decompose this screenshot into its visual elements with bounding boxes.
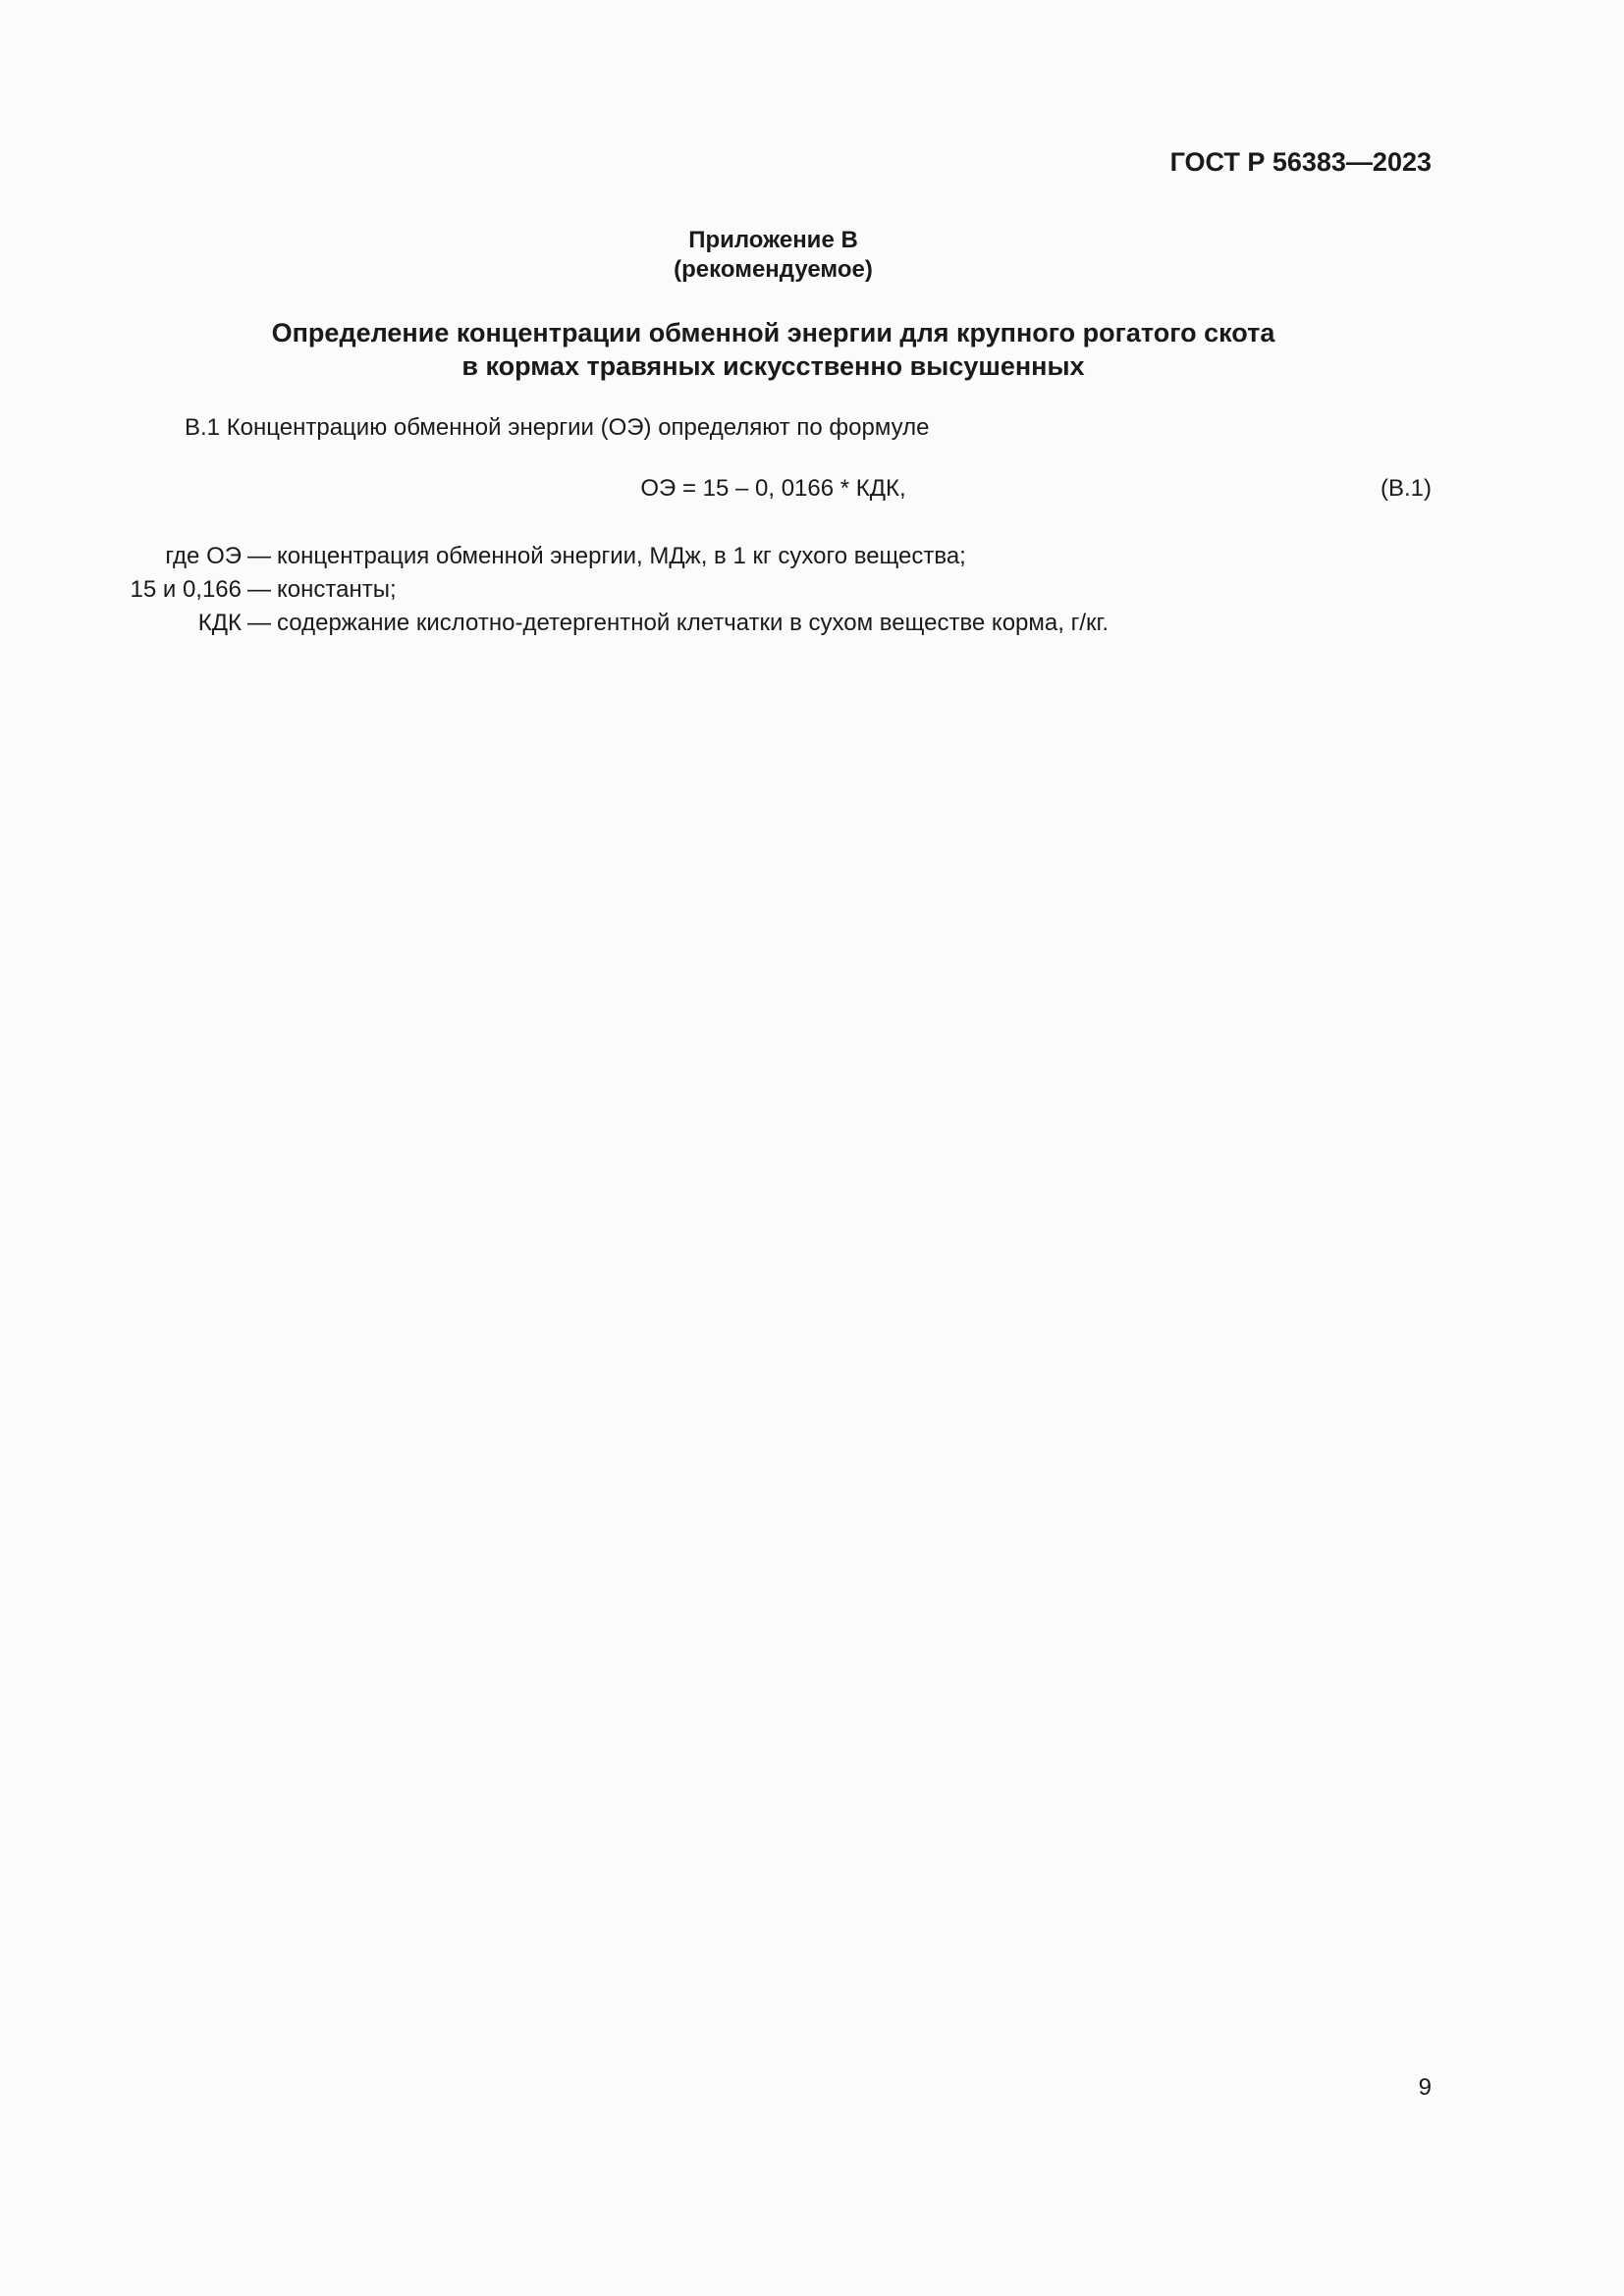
legend-description: константы; — [277, 576, 397, 603]
legend-symbol: КДК — [197, 610, 242, 636]
legend-item — [0, 607, 1109, 640]
appendix-status: (рекомендуемое) — [674, 256, 873, 283]
section-heading-line-1: Определение концентрации обменной энергии для крупного рогатого скота — [271, 318, 1275, 347]
clause-text: В.1 Концентрацию обменной энергии (ОЭ) определяют по формуле — [185, 414, 930, 441]
page-number: 9 — [1418, 2074, 1432, 2101]
legend-dash: — — [247, 610, 271, 636]
section-heading-line-2: в кормах травяных искусственно высушенных — [461, 351, 1085, 381]
legend-item — [0, 540, 966, 573]
legend-dash: — — [247, 543, 271, 569]
formula-expression: ОЭ = 15 – 0, 0166 * КДК, — [640, 475, 906, 502]
legend-symbol: 15 и 0,166 — [130, 576, 242, 603]
legend-description: содержание кислотно-детергентной клетчатки в сухом веществе корма, г/кг. — [277, 610, 1109, 636]
document-code: ГОСТ Р 56383—2023 — [1169, 147, 1432, 177]
legend-item — [0, 573, 397, 607]
legend-symbol: где ОЭ — [165, 543, 242, 569]
appendix-title: Приложение В — [688, 227, 858, 253]
formula-number: (В.1) — [1380, 475, 1432, 502]
legend-description: концентрация обменной энергии, МДж, в 1 кг сухого вещества; — [277, 543, 966, 569]
legend-dash: — — [247, 576, 271, 603]
